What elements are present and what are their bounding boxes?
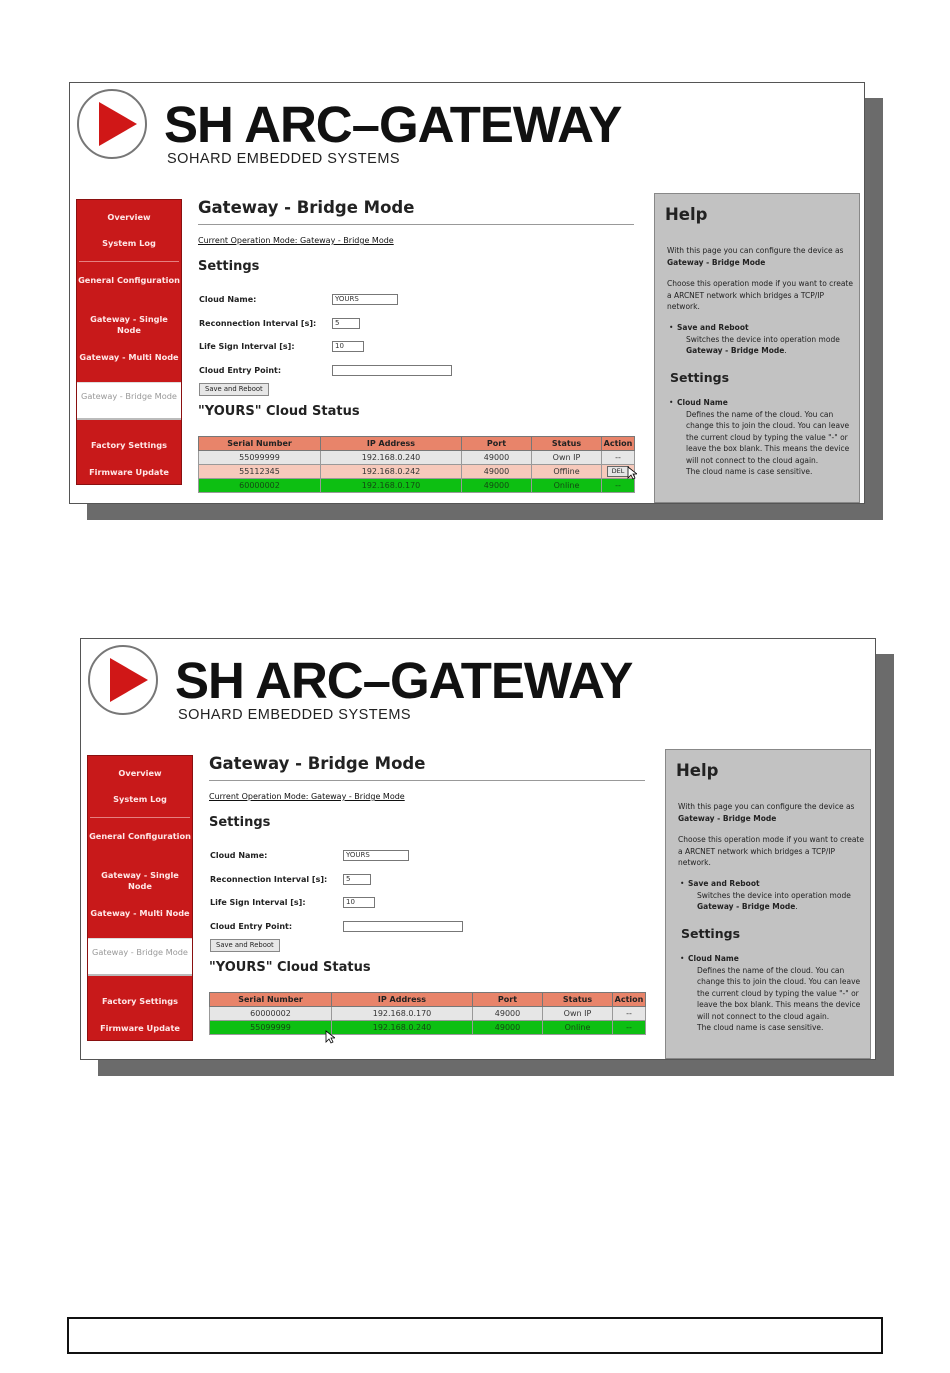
help-intro-2: Choose this operation mode if you want to create a ARCNET network which bridges a TCP/IP network.: [678, 835, 864, 867]
status-cell: Offline: [532, 465, 602, 479]
sidebar-item-gateway-bridge-mode[interactable]: Gateway - Bridge Mode: [77, 382, 181, 420]
help-panel: [665, 749, 871, 1059]
delete-button[interactable]: DEL: [607, 466, 630, 477]
ip-cell: 192.168.0.240: [321, 451, 462, 465]
cloud-entry-point-label: Cloud Entry Point:: [210, 922, 293, 931]
status-cell: Own IP: [532, 451, 602, 465]
help-bullet-save: [680, 878, 866, 913]
action-cell: --: [602, 479, 635, 493]
help-intro: [678, 801, 866, 824]
screenshot-2: [80, 638, 876, 1060]
settings-heading: Settings: [209, 815, 271, 830]
sidebar-item-gateway-single-node[interactable]: Gateway - Single Node: [90, 314, 168, 335]
help-bullet-save: [669, 322, 855, 357]
table-header-row: [199, 437, 635, 451]
port-cell: 49000: [462, 465, 532, 479]
ip-cell: 192.168.0.242: [321, 465, 462, 479]
cloud-status-table: [209, 992, 646, 1035]
screenshot-1: [69, 82, 865, 504]
sidebar-item-overview[interactable]: Overview: [118, 768, 162, 778]
action-cell: --: [613, 1007, 646, 1021]
serial-cell: 55099999: [199, 451, 321, 465]
help-bullet-title: Save and Reboot: [688, 879, 760, 888]
serial-cell: 55112345: [199, 465, 321, 479]
app-title: SH ARC–GATEWAY: [175, 652, 633, 709]
cloud-name-label: Cloud Name:: [210, 851, 268, 860]
page-title: Gateway - Bridge Mode: [198, 198, 415, 217]
help-bullet-mode: Gateway - Bridge Mode: [697, 902, 796, 911]
column-header: Status: [532, 437, 602, 451]
help-bullet-desc: Switches the device into operation mode Gateway - Bridge Mode.: [697, 890, 851, 911]
reconnection-interval-input[interactable]: 5: [343, 874, 371, 885]
cloud-entry-point-input[interactable]: [343, 921, 463, 932]
bullet-icon: •: [669, 323, 674, 332]
reconnection-interval-label: Reconnection Interval [s]:: [199, 319, 317, 328]
help-intro: [667, 245, 855, 268]
life-sign-interval-input[interactable]: 10: [343, 897, 375, 908]
life-sign-interval-input[interactable]: 10: [332, 341, 364, 352]
help-bullet-text: Switches the device into operation mode: [686, 334, 840, 344]
cloud-status-heading: "YOURS" Cloud Status: [209, 960, 371, 975]
sidebar-item-firmware-update[interactable]: Firmware Update: [100, 1023, 180, 1033]
help-bullet-cloud-name: [680, 953, 866, 1034]
cloud-entry-point-label: Cloud Entry Point:: [199, 366, 282, 375]
bullet-icon: •: [680, 879, 685, 888]
help-bullet-desc: Switches the device into operation mode Gateway - Bridge Mode.: [686, 334, 840, 355]
sidebar-nav: [87, 755, 193, 1041]
nav-divider: [79, 261, 179, 262]
browser-page: [69, 82, 865, 504]
help-bullet-mode: Gateway - Bridge Mode: [686, 346, 785, 355]
sidebar-item-general-configuration[interactable]: General Configuration: [78, 275, 180, 285]
help-bullet-desc: Defines the name of the cloud. You can change this to join the cloud. You can leave the current cloud by typing the value "-" or leave the box blank. This means the device will not connect to the cloud again.: [697, 965, 861, 1021]
help-settings-heading: Settings: [681, 926, 741, 941]
help-title: Help: [676, 761, 719, 780]
mouse-pointer-icon: [627, 466, 637, 480]
port-cell: 49000: [462, 451, 532, 465]
sidebar-item-system-log[interactable]: System Log: [102, 238, 156, 248]
cloud-status-table: [198, 436, 635, 493]
sidebar-item-gateway-multi-node[interactable]: Gateway - Multi Node: [90, 908, 190, 918]
save-and-reboot-button[interactable]: Save and Reboot: [199, 383, 269, 396]
life-sign-interval-label: Life Sign Interval [s]:: [210, 898, 306, 907]
help-panel: [654, 193, 860, 503]
bullet-icon: •: [669, 398, 674, 407]
ip-cell: 192.168.0.170: [332, 1007, 473, 1021]
app-subtitle: SOHARD EMBEDDED SYSTEMS: [178, 707, 412, 723]
help-bullet-desc-more: The cloud name is case sensitive.: [686, 467, 813, 476]
port-cell: 49000: [473, 1007, 543, 1021]
mouse-pointer-icon: [325, 1030, 335, 1044]
cloud-name-input[interactable]: YOURS: [343, 850, 409, 861]
help-intro-mode: Gateway - Bridge Mode: [678, 813, 777, 823]
status-cell: Online: [543, 1021, 613, 1035]
help-bullet-desc: Defines the name of the cloud. You can change this to join the cloud. You can leave the current cloud by typing the value "-" or leave the box blank. This means the device will not connect to the cloud again.: [686, 409, 850, 465]
bullet-icon: •: [680, 954, 685, 963]
port-cell: 49000: [473, 1021, 543, 1035]
help-bullet-cloud-name: [669, 397, 855, 478]
sidebar-item-overview[interactable]: Overview: [107, 212, 151, 222]
table-row: [199, 451, 635, 465]
sidebar-nav: [76, 199, 182, 485]
operation-mode-link[interactable]: Current Operation Mode: Gateway - Bridge Mode: [198, 236, 394, 245]
ip-cell: 192.168.0.170: [321, 479, 462, 493]
sidebar-item-system-log[interactable]: System Log: [113, 794, 167, 804]
app-subtitle: SOHARD EMBEDDED SYSTEMS: [167, 151, 401, 167]
table-header-row: [210, 993, 646, 1007]
reconnection-interval-label: Reconnection Interval [s]:: [210, 875, 328, 884]
port-cell: 49000: [462, 479, 532, 493]
page-title: Gateway - Bridge Mode: [209, 754, 426, 773]
sidebar-item-general-configuration[interactable]: General Configuration: [89, 831, 191, 841]
sidebar-item-factory-settings[interactable]: Factory Settings: [102, 996, 178, 1006]
life-sign-interval-label: Life Sign Interval [s]:: [199, 342, 295, 351]
column-header: Action: [602, 437, 635, 451]
column-header: Port: [462, 437, 532, 451]
help-intro-text: With this page you can configure the device as: [667, 246, 844, 255]
column-header: Action: [613, 993, 646, 1007]
column-header: Port: [473, 993, 543, 1007]
browser-page: [80, 638, 876, 1060]
app-title: SH ARC–GATEWAY: [164, 96, 622, 153]
column-header: Serial Number: [210, 993, 332, 1007]
title-divider: [198, 224, 634, 225]
status-cell: Own IP: [543, 1007, 613, 1021]
ip-cell: 192.168.0.240: [332, 1021, 473, 1035]
help-intro-mode: Gateway - Bridge Mode: [667, 257, 766, 267]
table-row: [199, 479, 635, 493]
sidebar-item-gateway-bridge-mode[interactable]: Gateway - Bridge Mode: [88, 938, 192, 976]
help-bullet-text: Switches the device into operation mode: [697, 890, 851, 900]
help-intro-2: Choose this operation mode if you want to create a ARCNET network which bridges a TCP/IP network.: [667, 279, 853, 311]
cloud-status-heading: "YOURS" Cloud Status: [198, 404, 360, 419]
sidebar-item-firmware-update[interactable]: Firmware Update: [89, 467, 169, 477]
sidebar-item-gateway-single-node[interactable]: Gateway - Single Node: [101, 870, 179, 891]
cloud-entry-point-input[interactable]: [332, 365, 452, 376]
serial-cell: 60000002: [199, 479, 321, 493]
cloud-name-input[interactable]: YOURS: [332, 294, 398, 305]
help-bullet-title: Cloud Name: [677, 398, 728, 407]
serial-cell: 60000002: [210, 1007, 332, 1021]
status-cell: Online: [532, 479, 602, 493]
help-bullet-title: Save and Reboot: [677, 323, 749, 332]
reconnection-interval-input[interactable]: 5: [332, 318, 360, 329]
column-header: IP Address: [321, 437, 462, 451]
table-row: [210, 1021, 646, 1035]
table-row: [199, 465, 635, 479]
sidebar-item-factory-settings[interactable]: Factory Settings: [91, 440, 167, 450]
help-bullet-title: Cloud Name: [688, 954, 739, 963]
serial-cell: 55099999: [210, 1021, 332, 1035]
settings-heading: Settings: [198, 259, 260, 274]
sidebar-item-gateway-multi-node[interactable]: Gateway - Multi Node: [79, 352, 179, 362]
cloud-name-label: Cloud Name:: [199, 295, 257, 304]
play-logo-icon: [77, 89, 147, 159]
play-logo-icon: [88, 645, 158, 715]
action-cell: --: [613, 1021, 646, 1035]
table-row: [210, 1007, 646, 1021]
help-intro-text: With this page you can configure the device as: [678, 802, 855, 811]
nav-divider: [90, 817, 190, 818]
help-settings-heading: Settings: [670, 370, 730, 385]
help-bullet-desc-more: The cloud name is case sensitive.: [697, 1023, 824, 1032]
title-divider: [209, 780, 645, 781]
action-cell: --: [602, 451, 635, 465]
column-header: IP Address: [332, 993, 473, 1007]
help-title: Help: [665, 205, 708, 224]
footer-frame: [67, 1317, 883, 1354]
column-header: Serial Number: [199, 437, 321, 451]
operation-mode-link[interactable]: Current Operation Mode: Gateway - Bridge Mode: [209, 792, 405, 801]
column-header: Status: [543, 993, 613, 1007]
save-and-reboot-button[interactable]: Save and Reboot: [210, 939, 280, 952]
